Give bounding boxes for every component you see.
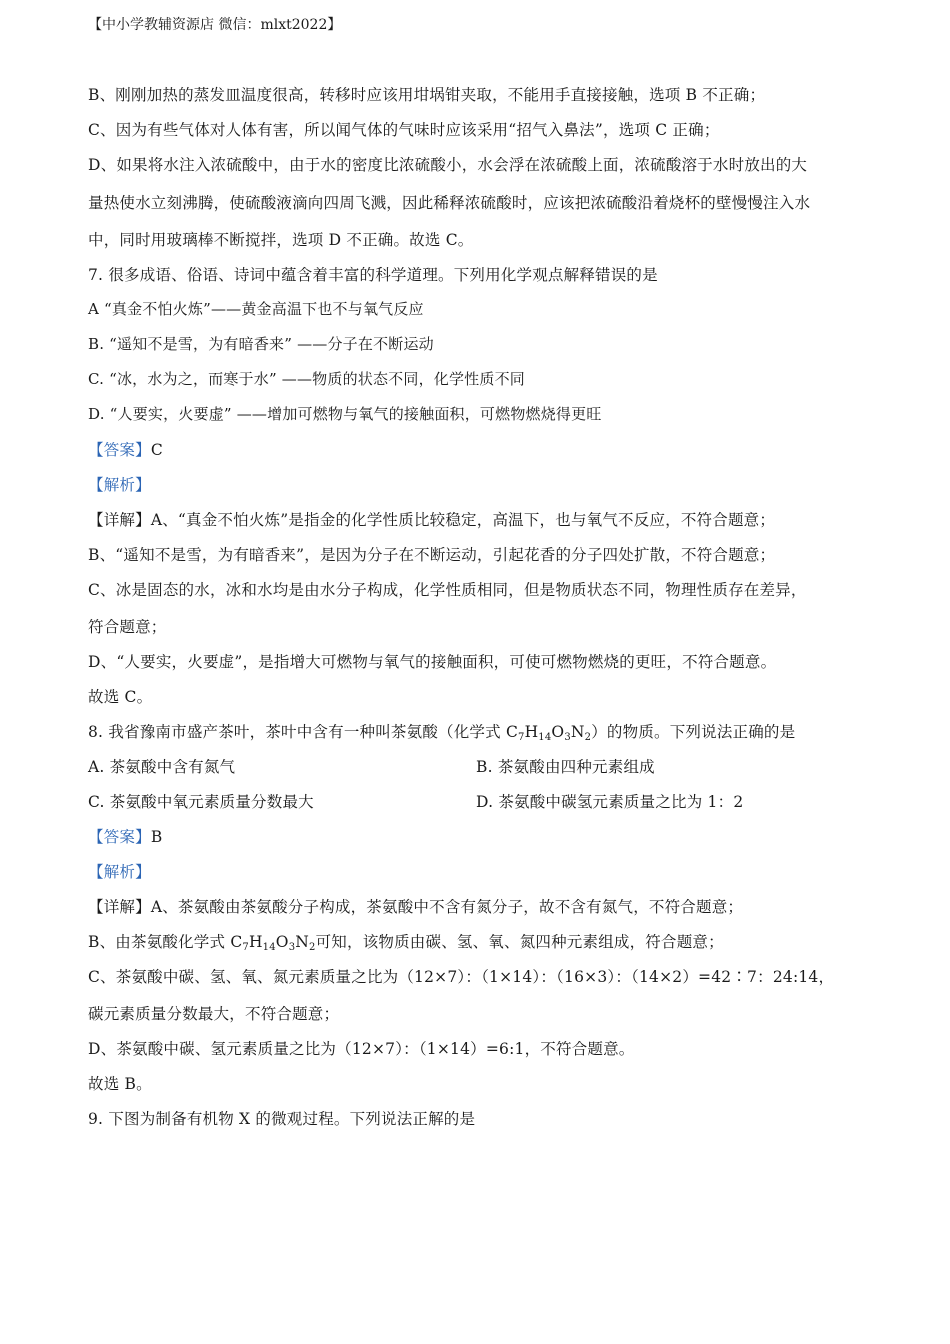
stem-text: 8. 我省豫南市盛产茶叶，茶叶中含有一种叫茶氨酸（化学式 C — [88, 723, 519, 741]
q8-option-c: C. 茶氨酸中氧元素质量分数最大 — [88, 793, 314, 811]
formula-subscript: 3 — [288, 942, 296, 953]
q8-stem — [88, 720, 795, 742]
q6-option-b-explanation: B、刚刚加热的蒸发皿温度很高，转移时应该用坩埚钳夹取，不能用手直接接触，选项 B 不正确； — [88, 86, 766, 104]
answer-tag: 【答案】 — [88, 828, 151, 846]
q7-option-a: A “真金不怕火炼”——黄金高温下也不与氧气反应 — [88, 300, 424, 318]
q6-option-c-explanation: C、因为有些气体对人体有害，所以闻气体的气味时应该采用“招气入鼻法”，选项 C 正确； — [88, 121, 720, 139]
detail-tag: 【详解】 — [88, 898, 151, 916]
q8-option-d: D. 茶氨酸中碳氢元素质量之比为 1：2 — [476, 793, 744, 811]
q9-stem: 9. 下图为制备有机物 X 的微观过程。下列说法正解的是 — [88, 1110, 476, 1128]
formula-element: H — [248, 933, 263, 951]
detail-tag: 【详解】 — [88, 511, 151, 529]
detail-text: 可知，该物质由碳、氢、氧、氮四种元素组成，符合题意； — [315, 933, 724, 951]
q7-option-c: C. “冰，水为之，而寒于水” ——物质的状态不同，化学性质不同 — [88, 370, 525, 388]
detail-text: A、“真金不怕火炼”是指金的化学性质比较稳定，高温下，也与氧气不反应，不符合题意； — [150, 511, 776, 529]
analysis-tag: 【解析】 — [88, 863, 151, 881]
answer-value: C — [150, 441, 163, 459]
formula-element: N — [570, 723, 585, 741]
q7-detail-d: D、“人要实，火要虚”，是指增大可燃物与氧气的接触面积，可使可燃物燃烧的更旺，不符合题意。 — [88, 653, 777, 671]
stem-text: ）的物质。下列说法正确的是 — [591, 723, 796, 741]
q7-option-d: D. “人要实，火要虚” ——增加可燃物与氧气的接触面积，可燃物燃烧得更旺 — [88, 405, 602, 423]
q7-option-b: B. “遥知不是雪，为有暗香来” ——分子在不断运动 — [88, 335, 434, 353]
page-header: 【中小学教辅资源店 微信：mlxt2022】 — [88, 17, 342, 33]
q8-detail-b — [88, 930, 724, 952]
q7-analysis-tag — [88, 473, 151, 495]
formula-subscript: 2 — [584, 732, 592, 743]
formula-subscript: 7 — [242, 942, 249, 953]
q7-detail-b: B、“遥知不是雪，为有暗香来”，是因为分子在不断运动，引起花香的分子四处扩散，不符合题意； — [88, 546, 776, 564]
q8-option-a: A. 茶氨酸中含有氮气 — [88, 758, 236, 776]
formula-element: O — [275, 933, 289, 951]
answer-tag: 【答案】 — [88, 441, 151, 459]
q8-analysis-tag — [88, 860, 151, 882]
q8-option-b: B. 茶氨酸由四种元素组成 — [476, 758, 655, 776]
detail-text: A、茶氨酸由茶氨酸分子构成，茶氨酸中不含有氮分子，故不含有氮气，不符合题意； — [150, 898, 744, 916]
formula-element: N — [295, 933, 310, 951]
q6-option-d-explanation-line2: 量热使水立刻沸腾，使硫酸液滴向四周飞溅，因此稀释浓硫酸时，应该把浓硫酸沿着烧杯的壁慢慢注入水 — [88, 194, 811, 212]
formula-element: H — [524, 723, 539, 741]
formula-subscript: 14 — [538, 732, 552, 743]
q8-detail-c-line2: 碳元素质量分数最大，不符合题意； — [88, 1005, 340, 1023]
q8-detail-d: D、茶氨酸中碳、氢元素质量之比为（12×7）：（1×14）=6:1，不符合题意。 — [88, 1040, 635, 1058]
q8-detail-a — [88, 895, 743, 917]
q8-detail-c-line1: C、茶氨酸中碳、氢、氧、氮元素质量之比为（12×7）：（1×14）：（16×3）：（14×2）=42∶7：24:14， — [88, 968, 835, 986]
q8-answer — [88, 825, 162, 847]
formula-subscript: 7 — [518, 732, 525, 743]
q7-stem: 7. 很多成语、俗语、诗词中蕴含着丰富的科学道理。下列用化学观点解释错误的是 — [88, 266, 658, 284]
q8-conclusion: 故选 B。 — [88, 1075, 152, 1093]
q6-option-d-explanation-line1: D、如果将水注入浓硫酸中，由于水的密度比浓硫酸小，水会浮在浓硫酸上面，浓硫酸溶于水时放出的大 — [88, 156, 808, 174]
q7-detail-c-line2: 符合题意； — [88, 618, 167, 636]
formula-subscript: 3 — [564, 732, 571, 743]
q7-conclusion: 故选 C。 — [88, 688, 153, 706]
q7-detail-c-line1: C、冰是固态的水，冰和水均是由水分子构成，化学性质相同，但是物质状态不同，物理性质存在差异， — [88, 581, 807, 599]
formula-subscript: 2 — [309, 942, 316, 953]
q7-answer — [88, 438, 163, 460]
q7-detail-a — [88, 508, 775, 530]
formula-element: O — [551, 723, 565, 741]
answer-value: B — [150, 828, 163, 846]
formula-subscript: 14 — [262, 942, 276, 953]
detail-text: B、由茶氨酸化学式 C — [88, 933, 243, 951]
q6-option-d-explanation-line3: 中，同时用玻璃棒不断搅拌，选项 D 不正确。故选 C。 — [88, 231, 474, 249]
analysis-tag: 【解析】 — [88, 476, 151, 494]
